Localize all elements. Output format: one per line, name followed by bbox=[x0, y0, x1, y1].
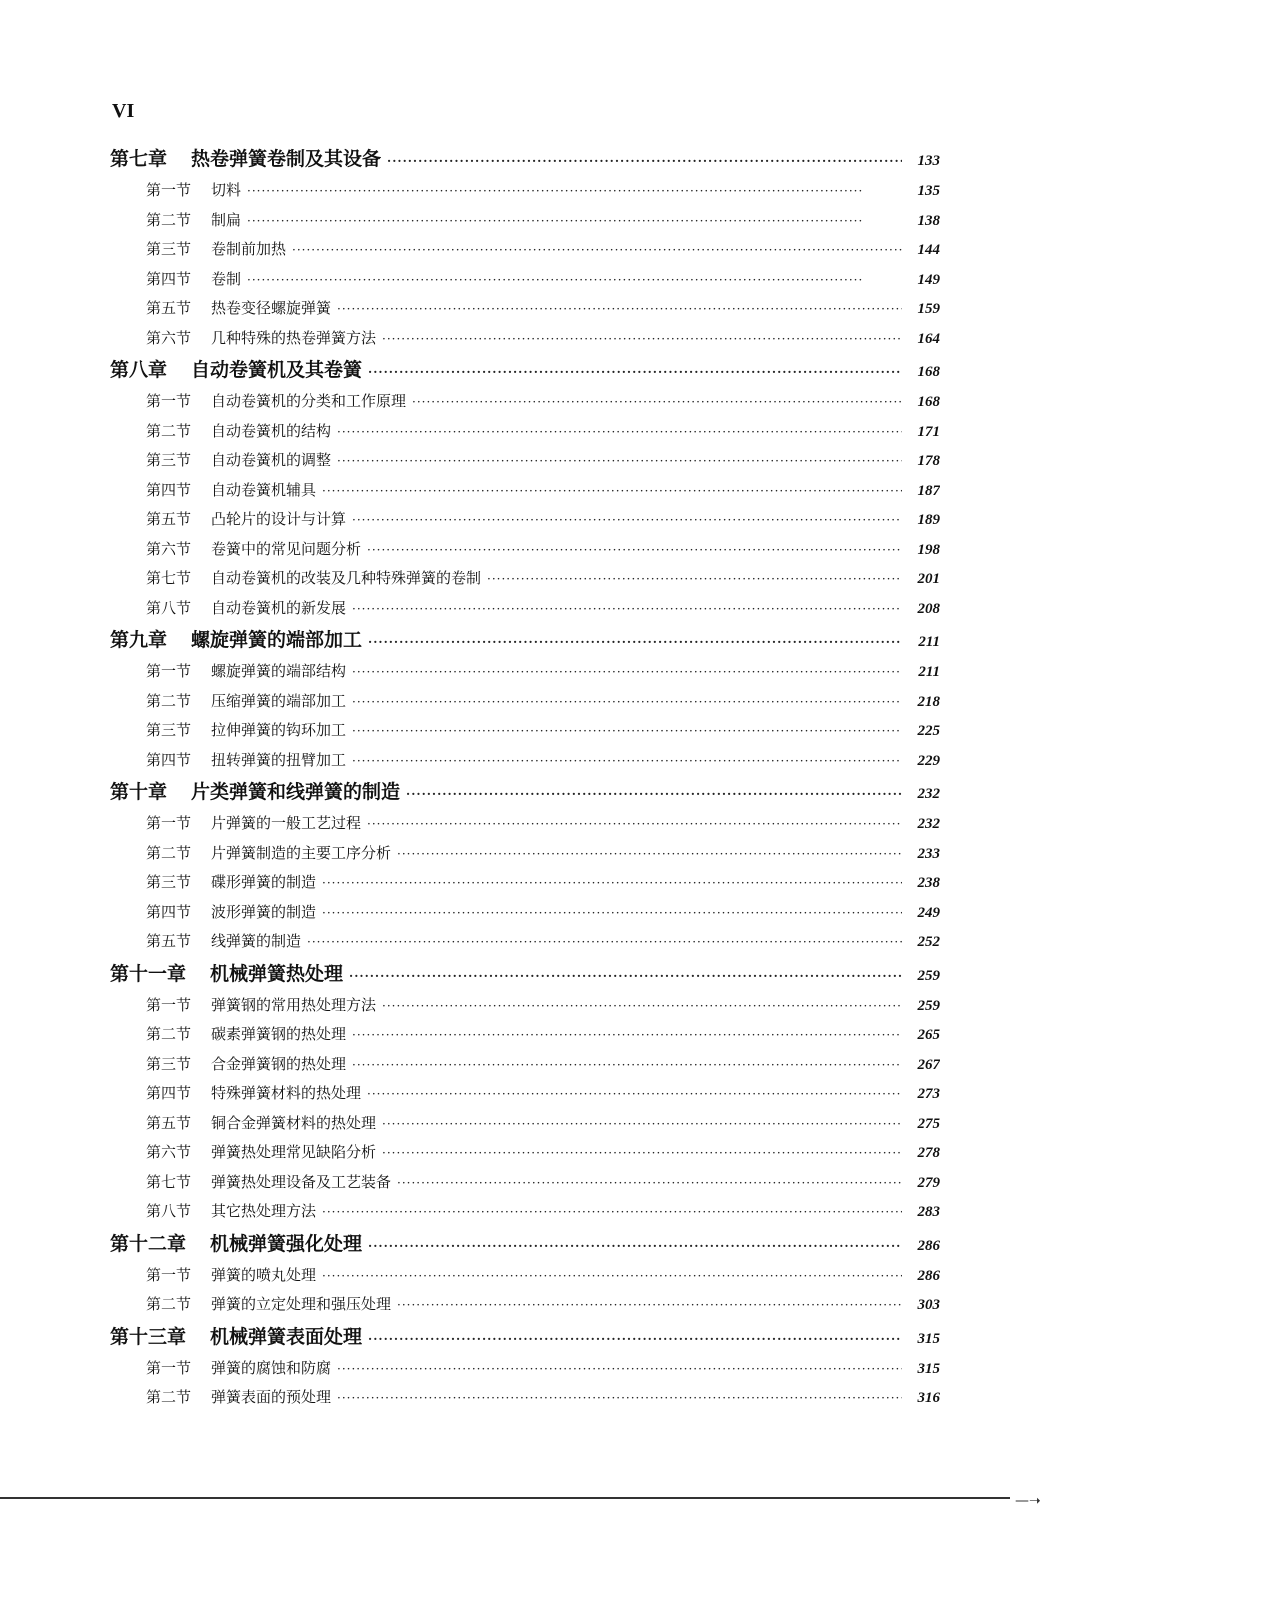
section-entry bbox=[110, 417, 940, 447]
section-number: 第二节 bbox=[146, 1025, 192, 1043]
section-entry bbox=[110, 687, 940, 717]
section-title: 切料 bbox=[211, 181, 242, 199]
dot-leader bbox=[367, 536, 902, 565]
chapter-page: 211 bbox=[918, 634, 940, 650]
section-page: 159 bbox=[917, 301, 940, 317]
section-number: 第一节 bbox=[146, 662, 192, 680]
section-title: 弹簧的喷丸处理 bbox=[211, 1265, 317, 1284]
page-number: VI bbox=[112, 100, 135, 122]
section-entry bbox=[110, 927, 940, 957]
dot-leader bbox=[352, 1021, 902, 1050]
bottom-rule bbox=[0, 1497, 1010, 1499]
section-number: 第一节 bbox=[146, 1265, 192, 1284]
dot-leader bbox=[368, 1229, 902, 1261]
chapter-title: 机械弹簧表面处理 bbox=[210, 1325, 363, 1348]
dot-leader bbox=[247, 266, 902, 295]
dot-leader bbox=[382, 992, 902, 1021]
section-title: 自动卷簧机辅具 bbox=[211, 480, 317, 499]
section-entry bbox=[110, 1197, 940, 1227]
section-entry bbox=[110, 235, 940, 265]
section-page: 265 bbox=[917, 1027, 940, 1043]
section-number: 第一节 bbox=[146, 995, 192, 1014]
section-page: 275 bbox=[917, 1115, 940, 1132]
section-entry bbox=[110, 1383, 940, 1413]
section-entry bbox=[110, 898, 940, 928]
section-page: 168 bbox=[917, 394, 940, 410]
section-title: 卷制前加热 bbox=[211, 240, 287, 258]
chapter-number: 第七章 bbox=[110, 148, 168, 170]
section-page: 229 bbox=[917, 752, 940, 769]
section-title: 弹簧热处理常见缺陷分析 bbox=[211, 1143, 377, 1161]
section-page: 164 bbox=[917, 330, 940, 347]
chapter-number: 第十三章 bbox=[110, 1325, 187, 1348]
section-entry bbox=[110, 1050, 940, 1080]
section-page: 252 bbox=[917, 934, 940, 950]
section-number: 第六节 bbox=[146, 328, 192, 347]
section-page: 135 bbox=[917, 183, 940, 199]
section-number: 第六节 bbox=[146, 539, 192, 558]
chapter-page: 286 bbox=[917, 1237, 940, 1254]
section-title: 自动卷簧机的结构 bbox=[211, 421, 332, 440]
chapter-page: 133 bbox=[917, 153, 940, 169]
section-entry bbox=[110, 991, 940, 1021]
dot-leader bbox=[382, 325, 902, 354]
section-entry bbox=[110, 535, 940, 565]
section-title: 凸轮片的设计与计算 bbox=[211, 510, 347, 528]
chapter-entry bbox=[110, 623, 940, 657]
section-title: 自动卷簧机的新发展 bbox=[211, 598, 347, 617]
section-title: 弹簧钢的常用热处理方法 bbox=[211, 995, 377, 1014]
section-title: 卷簧中的常见问题分析 bbox=[211, 539, 362, 558]
dot-leader bbox=[368, 1322, 902, 1354]
section-entry bbox=[110, 1168, 940, 1198]
section-page: 259 bbox=[917, 997, 940, 1014]
dot-leader bbox=[382, 1110, 902, 1139]
section-number: 第一节 bbox=[146, 1358, 192, 1377]
section-title: 碟形弹簧的制造 bbox=[211, 873, 317, 891]
section-number: 第八节 bbox=[146, 598, 192, 617]
section-title: 片弹簧制造的主要工序分析 bbox=[211, 843, 392, 862]
section-number: 第三节 bbox=[146, 721, 192, 739]
section-number: 第七节 bbox=[146, 569, 192, 587]
section-entry bbox=[110, 387, 940, 417]
section-title: 其它热处理方法 bbox=[211, 1202, 317, 1220]
section-page: 189 bbox=[917, 512, 940, 528]
section-number: 第一节 bbox=[146, 392, 192, 410]
dot-leader bbox=[368, 355, 902, 387]
section-page: 315 bbox=[917, 1360, 940, 1377]
dot-leader bbox=[368, 625, 902, 657]
section-entry bbox=[110, 564, 940, 594]
chapter-title: 热卷弹簧卷制及其设备 bbox=[191, 148, 382, 170]
dot-leader bbox=[406, 777, 902, 809]
dot-leader bbox=[337, 1355, 902, 1384]
dot-leader bbox=[397, 840, 902, 869]
section-number: 第八节 bbox=[146, 1202, 192, 1220]
section-number: 第二节 bbox=[146, 1388, 192, 1406]
section-entry bbox=[110, 657, 940, 687]
section-page: 283 bbox=[917, 1204, 940, 1220]
section-number: 第五节 bbox=[146, 932, 192, 950]
section-page: 144 bbox=[917, 242, 940, 258]
section-page: 198 bbox=[917, 541, 940, 558]
section-entry bbox=[110, 476, 940, 506]
dot-leader bbox=[487, 565, 902, 594]
section-number: 第三节 bbox=[146, 451, 192, 469]
chapter-title: 自动卷簧机及其卷簧 bbox=[191, 359, 363, 381]
section-title: 卷制 bbox=[211, 269, 242, 288]
section-number: 第二节 bbox=[146, 691, 192, 710]
section-entry bbox=[110, 1261, 940, 1291]
section-page: 171 bbox=[917, 423, 940, 440]
section-page: 225 bbox=[917, 723, 940, 739]
section-title: 波形弹簧的制造 bbox=[211, 902, 317, 921]
section-entry bbox=[110, 809, 940, 839]
section-number: 第一节 bbox=[146, 814, 192, 832]
section-entry bbox=[110, 176, 940, 206]
section-number: 第四节 bbox=[146, 269, 192, 288]
section-page: 149 bbox=[917, 271, 940, 288]
chapter-number: 第九章 bbox=[110, 629, 168, 651]
dot-leader bbox=[292, 236, 902, 265]
section-number: 第二节 bbox=[146, 843, 192, 862]
chapter-number: 第十章 bbox=[110, 781, 168, 803]
section-number: 第二节 bbox=[146, 421, 192, 440]
section-number: 第三节 bbox=[146, 873, 192, 891]
section-title: 合金弹簧钢的热处理 bbox=[211, 1054, 347, 1073]
section-page: 303 bbox=[917, 1297, 940, 1313]
section-title: 片弹簧的一般工艺过程 bbox=[211, 814, 362, 832]
dot-leader bbox=[397, 1169, 902, 1198]
dot-leader bbox=[247, 177, 902, 206]
section-title: 几种特殊的热卷弹簧方法 bbox=[211, 328, 377, 347]
dot-leader bbox=[322, 477, 902, 506]
section-entry bbox=[110, 265, 940, 295]
section-title: 压缩弹簧的端部加工 bbox=[211, 691, 347, 710]
section-title: 弹簧的腐蚀和防腐 bbox=[211, 1358, 332, 1377]
dot-leader bbox=[352, 506, 902, 535]
section-entry bbox=[110, 505, 940, 535]
section-page: 232 bbox=[917, 816, 940, 832]
dot-leader bbox=[387, 144, 902, 176]
chapter-entry bbox=[110, 353, 940, 387]
section-entry bbox=[110, 839, 940, 869]
section-title: 扭转弹簧的扭臂加工 bbox=[211, 750, 347, 769]
section-title: 自动卷簧机的调整 bbox=[211, 451, 332, 469]
section-number: 第四节 bbox=[146, 1084, 192, 1102]
dot-leader bbox=[367, 1080, 902, 1109]
dot-leader bbox=[322, 1198, 902, 1227]
rule-arrow-icon: —➝ bbox=[1015, 1493, 1041, 1509]
section-page: 249 bbox=[917, 904, 940, 921]
section-page: 208 bbox=[917, 600, 940, 617]
chapter-page: 232 bbox=[917, 786, 940, 802]
section-number: 第六节 bbox=[146, 1143, 192, 1161]
chapter-title: 螺旋弹簧的端部加工 bbox=[191, 629, 363, 651]
chapter-page: 259 bbox=[917, 967, 940, 984]
chapter-title: 机械弹簧热处理 bbox=[210, 962, 344, 985]
chapter-page: 168 bbox=[917, 364, 940, 380]
section-entry bbox=[110, 868, 940, 898]
section-title: 弹簧热处理设备及工艺装备 bbox=[211, 1172, 392, 1191]
section-title: 铜合金弹簧材料的热处理 bbox=[211, 1113, 377, 1132]
chapter-title: 片类弹簧和线弹簧的制造 bbox=[191, 781, 401, 803]
section-number: 第二节 bbox=[146, 1295, 192, 1313]
section-page: 273 bbox=[917, 1086, 940, 1102]
section-entry bbox=[110, 746, 940, 776]
dot-leader bbox=[337, 447, 902, 476]
chapter-entry bbox=[110, 957, 940, 991]
chapter-page: 315 bbox=[917, 1330, 940, 1347]
section-title: 拉伸弹簧的钩环加工 bbox=[211, 721, 347, 739]
table-of-contents bbox=[110, 142, 940, 1413]
section-entry bbox=[110, 294, 940, 324]
section-page: 279 bbox=[917, 1174, 940, 1191]
section-number: 第四节 bbox=[146, 902, 192, 921]
chapter-entry bbox=[110, 1320, 940, 1354]
section-number: 第四节 bbox=[146, 750, 192, 769]
section-page: 138 bbox=[917, 212, 940, 229]
section-title: 特殊弹簧材料的热处理 bbox=[211, 1084, 362, 1102]
dot-leader bbox=[322, 899, 902, 928]
section-number: 第五节 bbox=[146, 510, 192, 528]
dot-leader bbox=[412, 388, 902, 417]
section-title: 热卷变径螺旋弹簧 bbox=[211, 299, 332, 317]
section-entry bbox=[110, 594, 940, 624]
dot-leader bbox=[352, 658, 902, 687]
section-title: 自动卷簧机的分类和工作原理 bbox=[211, 392, 407, 410]
section-page: 211 bbox=[918, 664, 940, 680]
section-number: 第二节 bbox=[146, 210, 192, 229]
chapter-entry bbox=[110, 142, 940, 176]
dot-leader bbox=[382, 1139, 902, 1168]
section-entry bbox=[110, 1109, 940, 1139]
section-page: 278 bbox=[917, 1145, 940, 1161]
dot-leader bbox=[352, 1051, 902, 1080]
chapter-title: 机械弹簧强化处理 bbox=[210, 1232, 363, 1255]
dot-leader bbox=[397, 1291, 902, 1320]
section-number: 第三节 bbox=[146, 240, 192, 258]
section-page: 201 bbox=[917, 571, 940, 587]
section-number: 第四节 bbox=[146, 480, 192, 499]
section-entry bbox=[110, 716, 940, 746]
section-entry bbox=[110, 206, 940, 236]
section-entry bbox=[110, 1138, 940, 1168]
section-number: 第七节 bbox=[146, 1172, 192, 1191]
section-page: 238 bbox=[917, 875, 940, 891]
chapter-entry bbox=[110, 1227, 940, 1261]
section-entry bbox=[110, 1079, 940, 1109]
section-page: 187 bbox=[917, 482, 940, 499]
section-page: 178 bbox=[917, 453, 940, 469]
chapter-number: 第八章 bbox=[110, 359, 168, 381]
section-entry bbox=[110, 1020, 940, 1050]
dot-leader bbox=[352, 688, 902, 717]
dot-leader bbox=[349, 959, 902, 991]
section-title: 碳素弹簧钢的热处理 bbox=[211, 1025, 347, 1043]
section-page: 267 bbox=[917, 1056, 940, 1073]
section-page: 233 bbox=[917, 845, 940, 862]
dot-leader bbox=[322, 1262, 902, 1291]
dot-leader bbox=[307, 928, 902, 957]
dot-leader bbox=[367, 810, 902, 839]
dot-leader bbox=[247, 207, 902, 236]
section-title: 制扁 bbox=[211, 210, 242, 229]
section-number: 第一节 bbox=[146, 181, 192, 199]
dot-leader bbox=[352, 747, 902, 776]
section-number: 第三节 bbox=[146, 1054, 192, 1073]
section-number: 第五节 bbox=[146, 299, 192, 317]
section-title: 线弹簧的制造 bbox=[211, 932, 302, 950]
dot-leader bbox=[337, 295, 902, 324]
section-number: 第五节 bbox=[146, 1113, 192, 1132]
dot-leader bbox=[352, 595, 902, 624]
dot-leader bbox=[352, 717, 902, 746]
section-page: 218 bbox=[917, 693, 940, 710]
section-entry bbox=[110, 324, 940, 354]
section-page: 316 bbox=[917, 1390, 940, 1406]
chapter-entry bbox=[110, 775, 940, 809]
section-title: 自动卷簧机的改装及几种特殊弹簧的卷制 bbox=[211, 569, 482, 587]
section-title: 弹簧表面的预处理 bbox=[211, 1388, 332, 1406]
dot-leader bbox=[337, 1384, 902, 1413]
chapter-number: 第十二章 bbox=[110, 1232, 187, 1255]
section-title: 弹簧的立定处理和强压处理 bbox=[211, 1295, 392, 1313]
chapter-number: 第十一章 bbox=[110, 962, 187, 985]
section-title: 螺旋弹簧的端部结构 bbox=[211, 662, 347, 680]
section-entry bbox=[110, 1354, 940, 1384]
dot-leader bbox=[337, 418, 902, 447]
section-entry bbox=[110, 446, 940, 476]
dot-leader bbox=[322, 869, 902, 898]
section-page: 286 bbox=[917, 1267, 940, 1284]
section-entry bbox=[110, 1290, 940, 1320]
